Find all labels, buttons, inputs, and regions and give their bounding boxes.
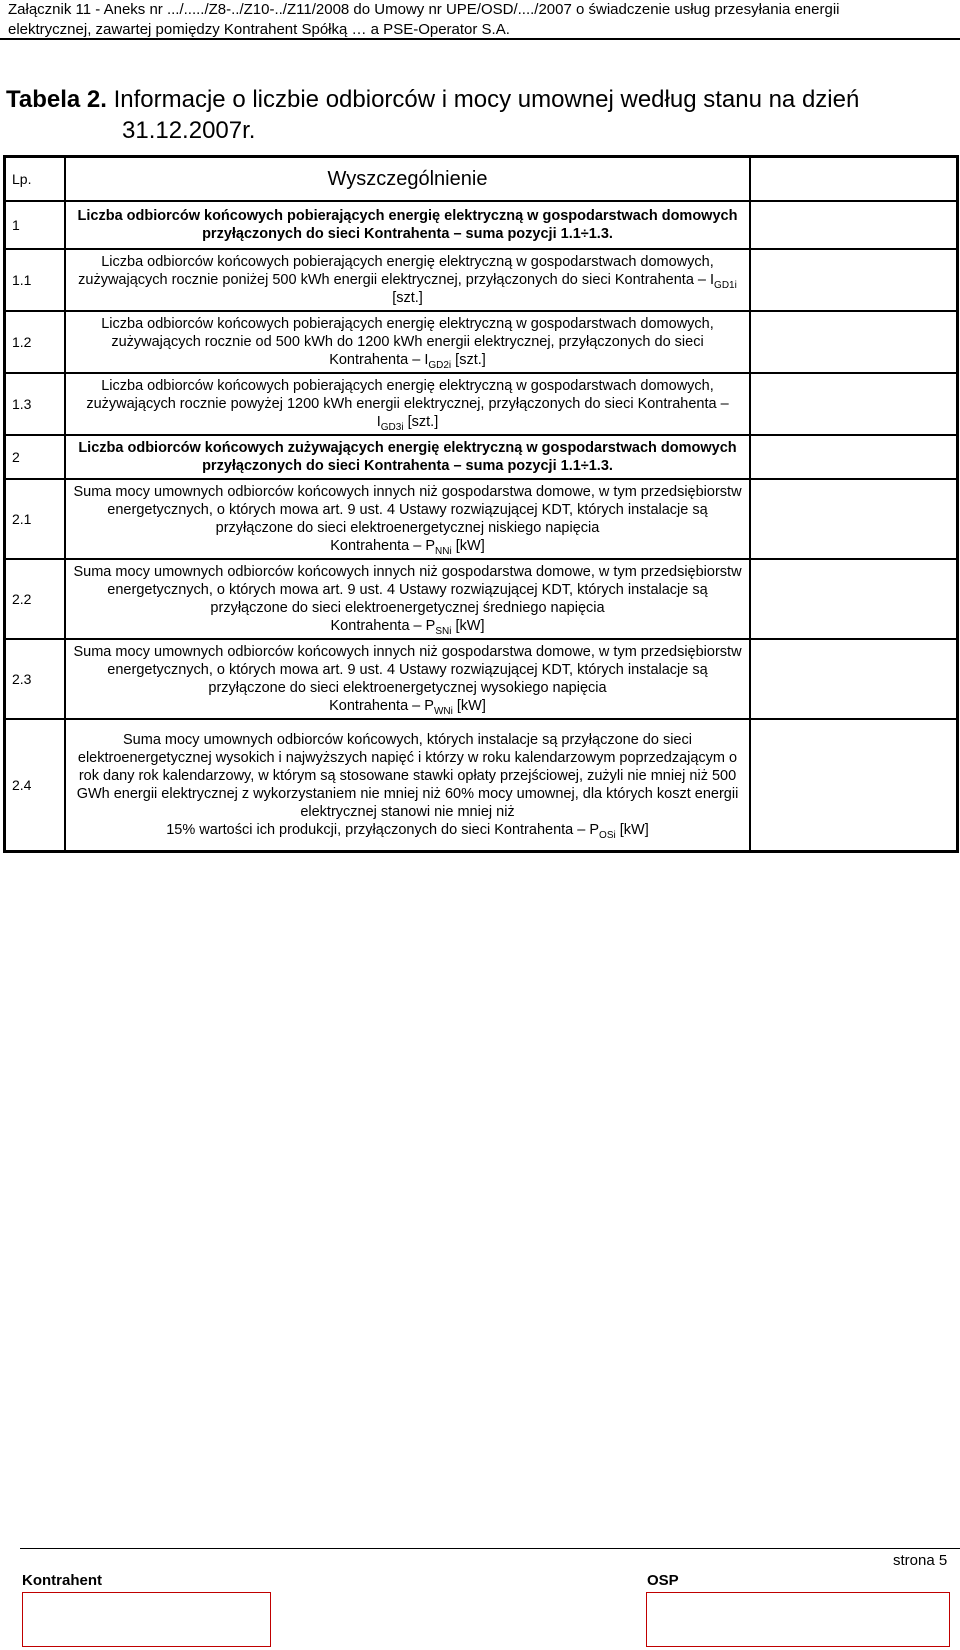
- row-value: [750, 373, 958, 435]
- table-header-row: [5, 157, 958, 202]
- table-row: [5, 311, 958, 373]
- row-desc: Suma mocy umownych odbiorców końcowych innych niż gospodarstwa domowe, w tym przedsiębiorstw energetycznych, o których mowa art. 9 ust. 4 Ustawy rozwiązującej KDT, których instalacje są przyłączone do sieci elektroenergetycznej wysokiego napięcia Kontrahenta – $P_{WNi}$ [kW]: [65, 639, 750, 719]
- table-row: [5, 719, 958, 852]
- row-desc: Liczba odbiorców końcowych zużywających energię elektryczną w gospodarstwach domowych przyłączonych do sieci Kontrahenta – suma pozycji 1.1÷1.3.: [65, 435, 750, 479]
- row-lp: 1.1: [5, 249, 66, 311]
- row-lp: 1: [5, 201, 66, 249]
- row-desc: Suma mocy umownych odbiorców końcowych innych niż gospodarstwa domowe, w tym przedsiębiorstw energetycznych, o których mowa art. 9 ust. 4 Ustawy rozwiązującej KDT, których instalacje są przyłączone do sieci elektroenergetycznej średniego napięcia Kontrahenta – $P_{SNi}$ [kW]: [65, 559, 750, 639]
- table-row: [5, 435, 958, 479]
- row-value: [750, 559, 958, 639]
- row-value: [750, 311, 958, 373]
- table-row: [5, 373, 958, 435]
- row-desc: Liczba odbiorców końcowych pobierających energię elektryczną w gospodarstwach domowych, zużywających rocznie powyżej 1200 kWh energii elektrycznej, przyłączonych do sieci Kontrahenta – $I_{GD3i}$ [szt.]: [65, 373, 750, 435]
- row-lp: 1.2: [5, 311, 66, 373]
- table-title: [6, 84, 956, 146]
- signature-box-osp[interactable]: [646, 1592, 950, 1647]
- header-divider: [0, 38, 960, 40]
- row-value: [750, 249, 958, 311]
- row-value: [750, 435, 958, 479]
- header-line-2: elektrycznej, zawartej pomiędzy Kontrahent Spółką … a PSE-Operator S.A.: [8, 21, 510, 38]
- footer-divider: [20, 1548, 960, 1549]
- row-value: [750, 201, 958, 249]
- row-value: [750, 719, 958, 852]
- signature-label-osp: OSP: [647, 1572, 679, 1589]
- table-row: [5, 479, 958, 559]
- row-lp: 2: [5, 435, 66, 479]
- title-date: 31.12.2007r.: [122, 117, 256, 144]
- row-desc: Liczba odbiorców końcowych pobierających energię elektryczną w gospodarstwach domowych, zużywających rocznie od 500 kWh do 1200 kWh energii elektrycznej, przyłączonych do sieci Kontrahenta – $I_{GD2i}$ [szt.]: [65, 311, 750, 373]
- col-value-header: [750, 157, 958, 202]
- row-value: [750, 479, 958, 559]
- row-desc: Liczba odbiorców końcowych pobierających energię elektryczną w gospodarstwach domowych, zużywających rocznie poniżej 500 kWh energii elektrycznej, przyłączonych do sieci Kontrahenta – $I_{GD1i}$ [szt.]: [65, 249, 750, 311]
- table-row: [5, 201, 958, 249]
- row-lp: 1.3: [5, 373, 66, 435]
- row-desc: Liczba odbiorców końcowych pobierających energię elektryczną w gospodarstwach domowych przyłączonych do sieci Kontrahenta – suma pozycji 1.1÷1.3.: [65, 201, 750, 249]
- document-header: [8, 0, 936, 40]
- col-desc-header: Wyszczególnienie: [65, 157, 750, 202]
- info-table: [3, 155, 959, 853]
- header-line-1: Załącznik 11 - Aneks nr .../...../Z8-../Z10-../Z11/2008 do Umowy nr UPE/OSD/..../2007 o świadczenie usług przesyłania energii: [8, 1, 840, 18]
- row-lp: 2.1: [5, 479, 66, 559]
- signature-box-contractor[interactable]: [22, 1592, 271, 1647]
- page-number: strona 5: [893, 1552, 948, 1569]
- row-lp: 2.2: [5, 559, 66, 639]
- row-desc: Suma mocy umownych odbiorców końcowych innych niż gospodarstwa domowe, w tym przedsiębiorstw energetycznych, o których mowa art. 9 ust. 4 Ustawy rozwiązującej KDT, których instalacje są przyłączone do sieci elektroenergetycznej niskiego napięcia Kontrahenta – $P_{NNi}$ [kW]: [65, 479, 750, 559]
- table-label: Tabela 2.: [6, 86, 107, 113]
- table-row: [5, 249, 958, 311]
- table-row: [5, 559, 958, 639]
- row-desc: Suma mocy umownych odbiorców końcowych, których instalacje są przyłączone do sieci elektroenergetycznej wysokich i najwyższych napięć i którzy w roku kalendarzowym poprzedzającym o rok dany rok kalendarzowy, w którym są stosowane stawki opłaty przejściowej, zużyli nie mniej niż 500 GWh energii elektrycznej z wykorzystaniem nie mniej niż 60% mocy umownej, dla których koszt energii elektrycznej stanowi nie mniej niż 15% wartości ich produkcji, przyłączonych do sieci Kontrahenta – $P_{OSi}$ [kW]: [65, 719, 750, 852]
- row-lp: 2.3: [5, 639, 66, 719]
- signature-label-contractor: Kontrahent: [22, 1572, 102, 1589]
- title-text: Informacje o liczbie odbiorców i mocy umownej według stanu na dzień: [113, 86, 860, 113]
- row-lp: 2.4: [5, 719, 66, 852]
- table-row: [5, 639, 958, 719]
- col-lp-header: Lp.: [5, 157, 66, 202]
- row-value: [750, 639, 958, 719]
